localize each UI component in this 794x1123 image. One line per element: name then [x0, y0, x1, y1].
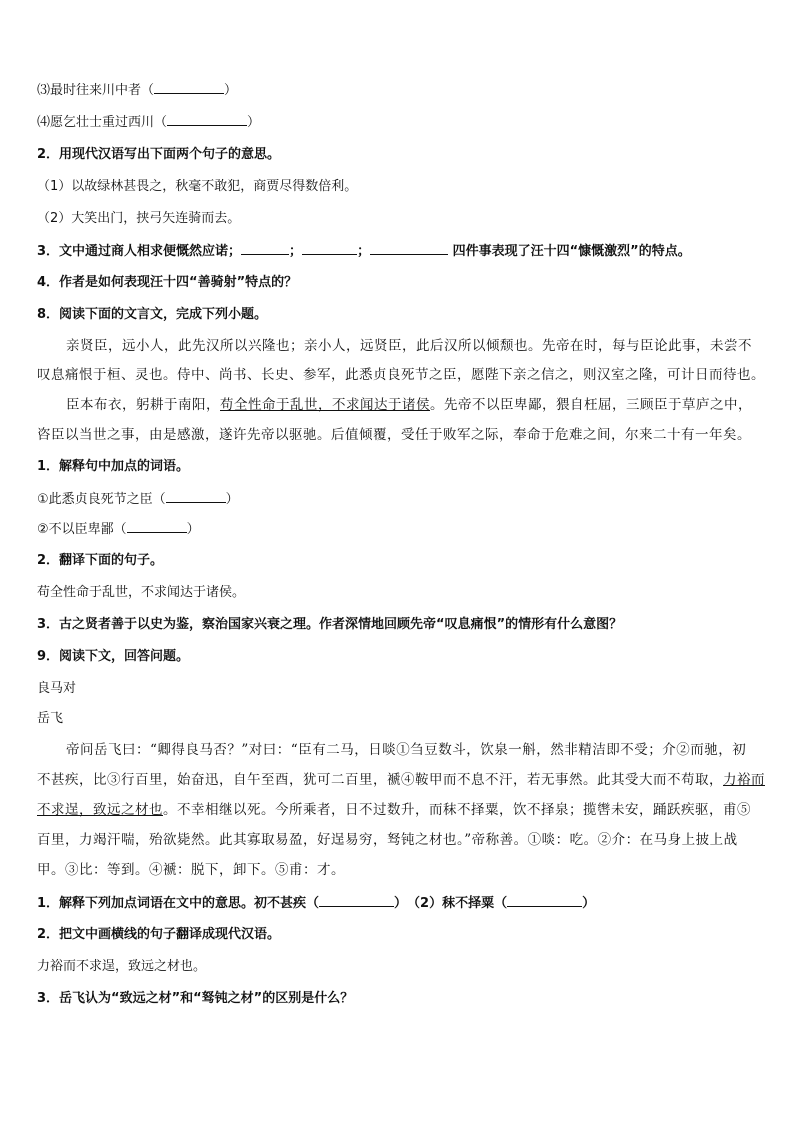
underlined-sentence: 苟全性命于乱世，不求闻达于诸侯: [220, 397, 430, 413]
answer-blank[interactable]: [370, 241, 448, 255]
answer-blank[interactable]: [241, 241, 289, 255]
section-9-question-1: 1．解释下列加点词语在文中的意思。初不甚疾（ ） （2）秣不择粟（ ）: [0, 893, 794, 914]
passage-9-line-2: 不甚疾，比③行百里，始奋迅，自午至酉，犹可二百里，褫④鞍甲而不息不汗，若无事然。此其受大而不苟取，力裕而: [37, 772, 765, 788]
question-item-4: ⑷愿乞壮士重过西川（ ）: [0, 112, 794, 133]
answer-blank[interactable]: [167, 112, 247, 126]
passage-9-line-1: 帝问岳飞曰：“卿得良马否？”对曰：“臣有二马，日啖①刍豆数斗，饮泉一斛，然非精洁即不受；介②而驰，初: [66, 742, 747, 758]
section-8-question-1-b: ②不以臣卑鄙（ ）: [0, 519, 794, 540]
passage-9-line-3: 不求逞，致远之材也。不幸相继以死。今所乘者，日不过数升，而秣不择粟，饮不择泉；揽辔未安，踊跃疾驱，甫⑤: [37, 802, 751, 818]
answer-blank[interactable]: [166, 489, 226, 503]
question-2-sentence-1: （1）以故绿林甚畏之，秋毫不敢犯，商贾尽得数倍利。: [37, 179, 358, 194]
passage-9-line-4: 百里，力竭汗喘，殆欲毙然。此其寡取易盈，好逞易穷，驽钝之材也。”帝称善。①啖：吃。②介：在马身上披上战: [37, 832, 738, 848]
passage-8-line-3: 臣本布衣，躬耕于南阳，苟全性命于乱世，不求闻达于诸侯。先帝不以臣卑鄙，猥自枉屈，三顾臣于草庐之中，: [66, 397, 752, 413]
underlined-sentence: 不求逞，致远之材也: [37, 802, 163, 818]
answer-blank[interactable]: [127, 519, 187, 533]
section-9-heading: 9．阅读下文，回答问题。: [37, 649, 190, 664]
underlined-sentence: 力裕而: [723, 772, 765, 788]
passage-9-line-5: 甲。③比：等到。④褫：脱下，卸下。⑤甫：才。: [37, 862, 345, 878]
answer-blank[interactable]: [319, 893, 394, 907]
section-9-question-2: 2．把文中画横线的句子翻译成现代汉语。: [37, 927, 281, 942]
passage-9-title: 良马对: [37, 681, 77, 696]
passage-8-line-1: 亲贤臣，远小人，此先汉所以兴隆也；亲小人，远贤臣，此后汉所以倾颓也。先帝在时，每与臣论此事，未尝不: [66, 338, 752, 354]
section-8-question-1: 1．解释句中加点的词语。: [37, 459, 190, 474]
answer-blank[interactable]: [302, 241, 357, 255]
answer-blank[interactable]: [507, 893, 582, 907]
question-item-3: ⑶最时往来川中者（ ）: [0, 80, 794, 101]
section-8-heading: 8．阅读下面的文言文，完成下列小题。: [37, 307, 268, 322]
section-8-question-3: 3．古之贤者善于以史为鉴，察治国家兴衰之理。作者深情地回顾先帝“叹息痛恨”的情形有什么意图？: [37, 617, 623, 632]
question-2-heading: 2．用现代汉语写出下面两个句子的意思。: [37, 147, 281, 162]
passage-8-line-2: 叹息痛恨于桓、灵也。侍中、尚书、长史、参军，此悉贞良死节之臣，愿陛下亲之信之，则汉室之隆，可计日而待也。: [37, 367, 765, 383]
passage-8-line-4: 咨臣以当世之事，由是感激，遂许先帝以驱驰。后值倾覆，受任于败军之际，奉命于危难之间，尔来二十有一年矣。: [37, 427, 751, 443]
answer-blank[interactable]: [154, 80, 224, 94]
question-4: 4．作者是如何表现汪十四“善骑射”特点的？: [37, 275, 298, 290]
section-8-question-2-sentence: 苟全性命于乱世，不求闻达于诸侯。: [37, 585, 246, 600]
section-8-question-2: 2．翻译下面的句子。: [37, 553, 164, 568]
passage-9-author: 岳飞: [37, 711, 64, 726]
question-2-sentence-2: （2）大笑出门，挟弓矢连骑而去。: [37, 211, 241, 226]
section-9-question-3: 3．岳飞认为“致远之材”和“驽钝之材”的区别是什么？: [37, 991, 354, 1006]
section-9-question-2-sentence: 力裕而不求逞，致远之材也。: [37, 959, 207, 974]
section-8-question-1-a: ①此悉贞良死节之臣（ ）: [0, 489, 794, 510]
question-3: 3．文中通过商人相求便慨然应诺； ； ； 四件事表现了汪十四“慷慨激烈”的特点。: [0, 241, 794, 262]
